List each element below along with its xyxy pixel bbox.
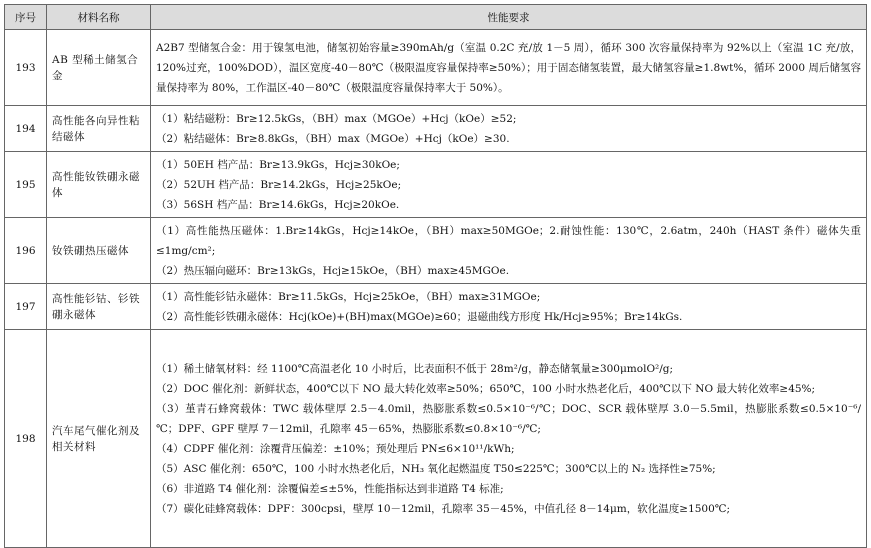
- row-number: 194: [5, 106, 47, 152]
- material-name: 钕铁硼热压磁体: [47, 218, 151, 284]
- header-no: 序号: [5, 5, 47, 30]
- table-header-row: [5, 5, 867, 30]
- material-name: 汽车尾气催化剂及相关材料: [47, 330, 151, 548]
- table-row: [5, 30, 867, 106]
- requirement-line: A2B7 型储氢合金：用于镍氢电池，储氢初始容量≥390mAh/g（室温 0.2C 充/放 1－5 周），循环 300 次容量保持率为 92%以上（室温 1C 充/放，120%过充，100%DOD），温区宽度-40－80℃（极限温度容量保持率≥50%）；用于固态储氢装置，最大储氢容量≥1.8wt%，循环 2000 周后储氢容量保持率为 80%，工作温区-40－80℃（极限温度容量保持率大于 50%）。: [156, 41, 861, 94]
- requirement-cell: [151, 152, 867, 218]
- requirement-line: （1）高性能热压磁体：1.Br≥14kGs，Hcj≥14kOe，（BH）max≥50MGOe；2.耐蚀性能：130℃，2.6atm，240h（HAST 条件）磁体失重≤1mg/cm²;: [156, 224, 861, 257]
- requirement-line: （3）堇青石蜂窝载体：TWC 载体壁厚 2.5－4.0mil，热膨胀系数≤0.5×10⁻⁶/℃；DOC、SCR 载体壁厚 3.0－5.5mil，热膨胀系数≤0.5×10⁻⁶/℃；DPF、GPF 壁厚 7－12mil，孔隙率 45－65%，热膨胀系数≤0.8×10⁻⁶/℃;: [156, 402, 861, 435]
- requirement-cell: [151, 218, 867, 284]
- material-name: AB 型稀土储氢合金: [47, 30, 151, 106]
- row-number: 196: [5, 218, 47, 284]
- requirement-line: （7）碳化硅蜂窝载体：DPF：300cpsi，壁厚 10－12mil，孔隙率 35－45%，中值孔径 8－14μm，软化温度≥1500℃;: [156, 502, 731, 515]
- row-number: 197: [5, 284, 47, 330]
- table-row: [5, 284, 867, 330]
- requirement-line: （1）粘结磁粉：Br≥12.5kGs，（BH）max（MGOe）+Hcj（kOe）≥52;: [156, 112, 517, 125]
- requirement-cell: [151, 30, 867, 106]
- row-number: 193: [5, 30, 47, 106]
- requirement-cell: [151, 106, 867, 152]
- row-number: 198: [5, 330, 47, 548]
- requirement-line: （4）CDPF 催化剂：涂覆背压偏差：±10%；预处理后 PN≤6×10¹¹/kWh;: [156, 442, 515, 455]
- requirement-line: （1）高性能钐钴永磁体：Br≥11.5kGs，Hcj≥25kOe，（BH）max≥31MGOe;: [156, 290, 541, 303]
- requirement-cell: [151, 330, 867, 548]
- requirement-line: （1）50EH 档产品：Br≥13.9kGs，Hcj≥30kOe;: [156, 158, 400, 171]
- requirement-line: （2）粘结磁体：Br≥8.8kGs，（BH）max（MGOe）+Hcj（kOe）≥30.: [156, 132, 510, 145]
- table-row: [5, 218, 867, 284]
- table-row: [5, 330, 867, 548]
- material-name: 高性能钕铁硼永磁体: [47, 152, 151, 218]
- row-number: 195: [5, 152, 47, 218]
- requirement-line: （5）ASC 催化剂：650℃，100 小时水热老化后，NH₃ 氧化起燃温度 T50≤225℃；300℃以上的 N₂ 选择性≥75%;: [156, 462, 716, 475]
- requirement-line: （2）高性能钐铁硼永磁体：Hcj(kOe)+(BH)max(MGOe)≥60；退磁曲线方形度 Hk/Hcj≥95%；Br≥14kGs.: [156, 310, 683, 323]
- requirement-line: （2）热压辐向磁环：Br≥13kGs，Hcj≥15kOe，（BH）max≥45MGOe.: [156, 264, 510, 277]
- table-row: [5, 106, 867, 152]
- material-name: 高性能各向异性粘结磁体: [47, 106, 151, 152]
- requirement-line: （3）56SH 档产品：Br≥14.6kGs，Hcj≥20kOe.: [156, 198, 400, 211]
- requirement-cell: [151, 284, 867, 330]
- requirement-line: （6）非道路 T4 催化剂：涂覆偏差≤±5%，性能指标达到非道路 T4 标准;: [156, 482, 504, 495]
- material-name: 高性能钐钴、钐铁硼永磁体: [47, 284, 151, 330]
- requirement-line: （2）52UH 档产品：Br≥14.2kGs，Hcj≥25kOe;: [156, 178, 402, 191]
- requirements-table: [4, 4, 867, 548]
- requirement-line: （2）DOC 催化剂：新鲜状态，400℃以下 NO 最大转化效率≥50%；650℃，100 小时水热老化后，400℃以下 NO 最大转化效率≥45%;: [156, 382, 816, 395]
- header-material-name: 材料名称: [47, 5, 151, 30]
- table-row: [5, 152, 867, 218]
- requirement-line: （1）稀土储氧材料：经 1100℃高温老化 10 小时后，比表面积不低于 28m²/g，静态储氧量≥300μmolO²/g;: [156, 362, 674, 375]
- header-performance-requirements: 性能要求: [151, 5, 867, 30]
